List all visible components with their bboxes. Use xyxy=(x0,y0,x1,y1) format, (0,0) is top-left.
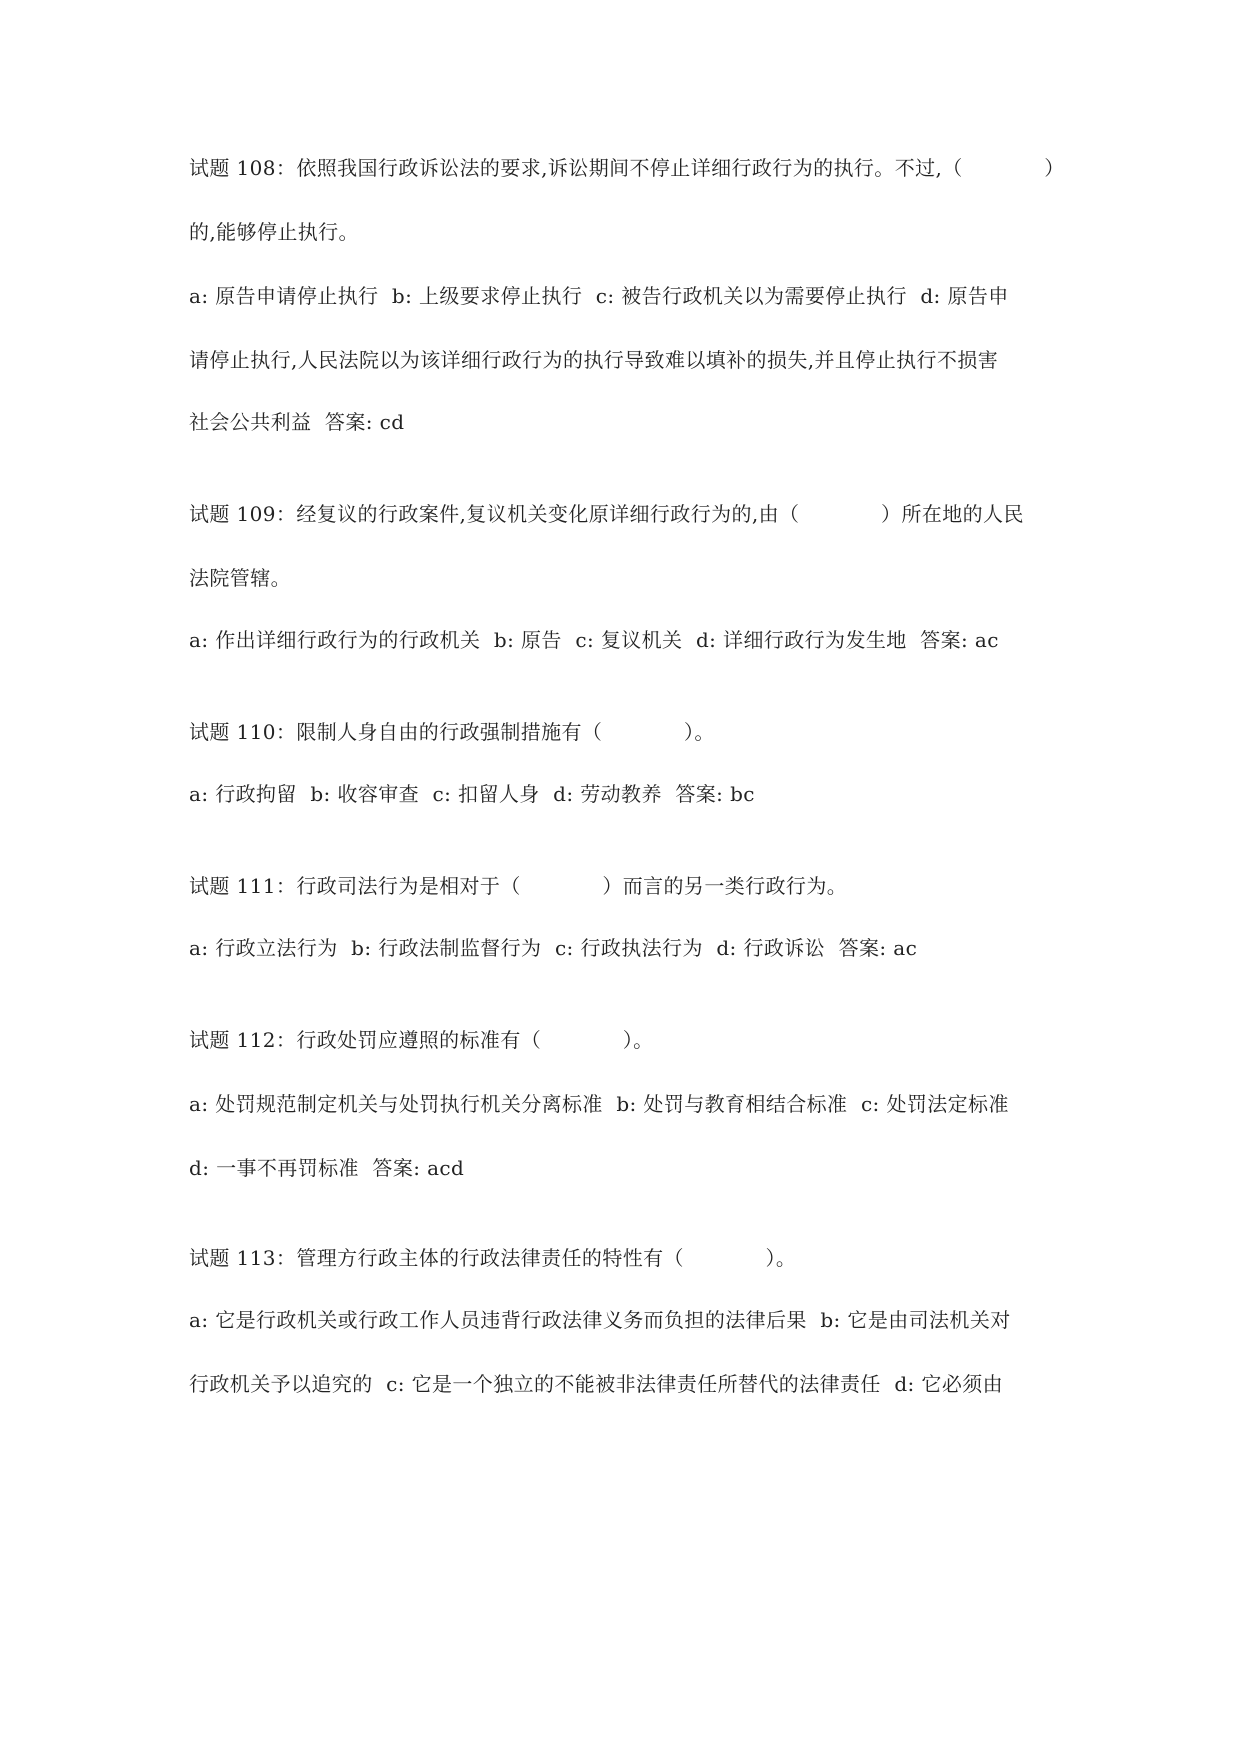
q108-line-1: 试题 108：依照我国行政诉讼法的要求,诉讼期间不停止详细行政行为的执行。不过,（ ） xyxy=(189,156,1065,180)
q109-options-line: a: 作出详细行政行为的行政机关 b: 原告 c: 复议机关 d: 详细行政行为发生地 答案: ac xyxy=(189,628,999,652)
q108-options-line-1: a: 原告申请停止执行 b: 上级要求停止执行 c: 被告行政机关以为需要停止执行 d: 原告申 xyxy=(189,284,1009,308)
q110-line: 试题 110：限制人身自由的行政强制措施有（ ）。 xyxy=(189,720,715,744)
q111-line: 试题 111：行政司法行为是相对于（ ）而言的另一类行政行为。 xyxy=(189,874,848,898)
q108-answer-line: 社会公共利益 答案: cd xyxy=(189,410,405,434)
q113-options-line-1: a: 它是行政机关或行政工作人员违背行政法律义务而负担的法律后果 b: 它是由司法机关对 xyxy=(189,1308,1011,1332)
q108-options-line-2: 请停止执行,人民法院以为该详细行政行为的执行导致难以填补的损失,并且停止执行不损害 xyxy=(189,348,999,372)
q112-options-line-1: a: 处罚规范制定机关与处罚执行机关分离标准 b: 处罚与教育相结合标准 c: 处罚法定标准 xyxy=(189,1092,1009,1116)
q110-options-line: a: 行政拘留 b: 收容审查 c: 扣留人身 d: 劳动教养 答案: bc xyxy=(189,782,755,806)
q108-line-2: 的,能够停止执行。 xyxy=(189,220,359,244)
q113-line: 试题 113：管理方行政主体的行政法律责任的特性有（ ）。 xyxy=(189,1246,797,1270)
q109-line-2: 法院管辖。 xyxy=(189,566,291,590)
q112-options-line-2: d: 一事不再罚标准 答案: acd xyxy=(189,1156,465,1180)
q112-line: 试题 112：行政处罚应遵照的标准有（ ）。 xyxy=(189,1028,654,1052)
q113-options-line-2: 行政机关予以追究的 c: 它是一个独立的不能被非法律责任所替代的法律责任 d: 它必须由 xyxy=(189,1372,1004,1396)
q109-line-1: 试题 109：经复议的行政案件,复议机关变化原详细行政行为的,由（ ）所在地的人民 xyxy=(189,502,1024,526)
q111-options-line: a: 行政立法行为 b: 行政法制监督行为 c: 行政执法行为 d: 行政诉讼 答案: ac xyxy=(189,936,918,960)
